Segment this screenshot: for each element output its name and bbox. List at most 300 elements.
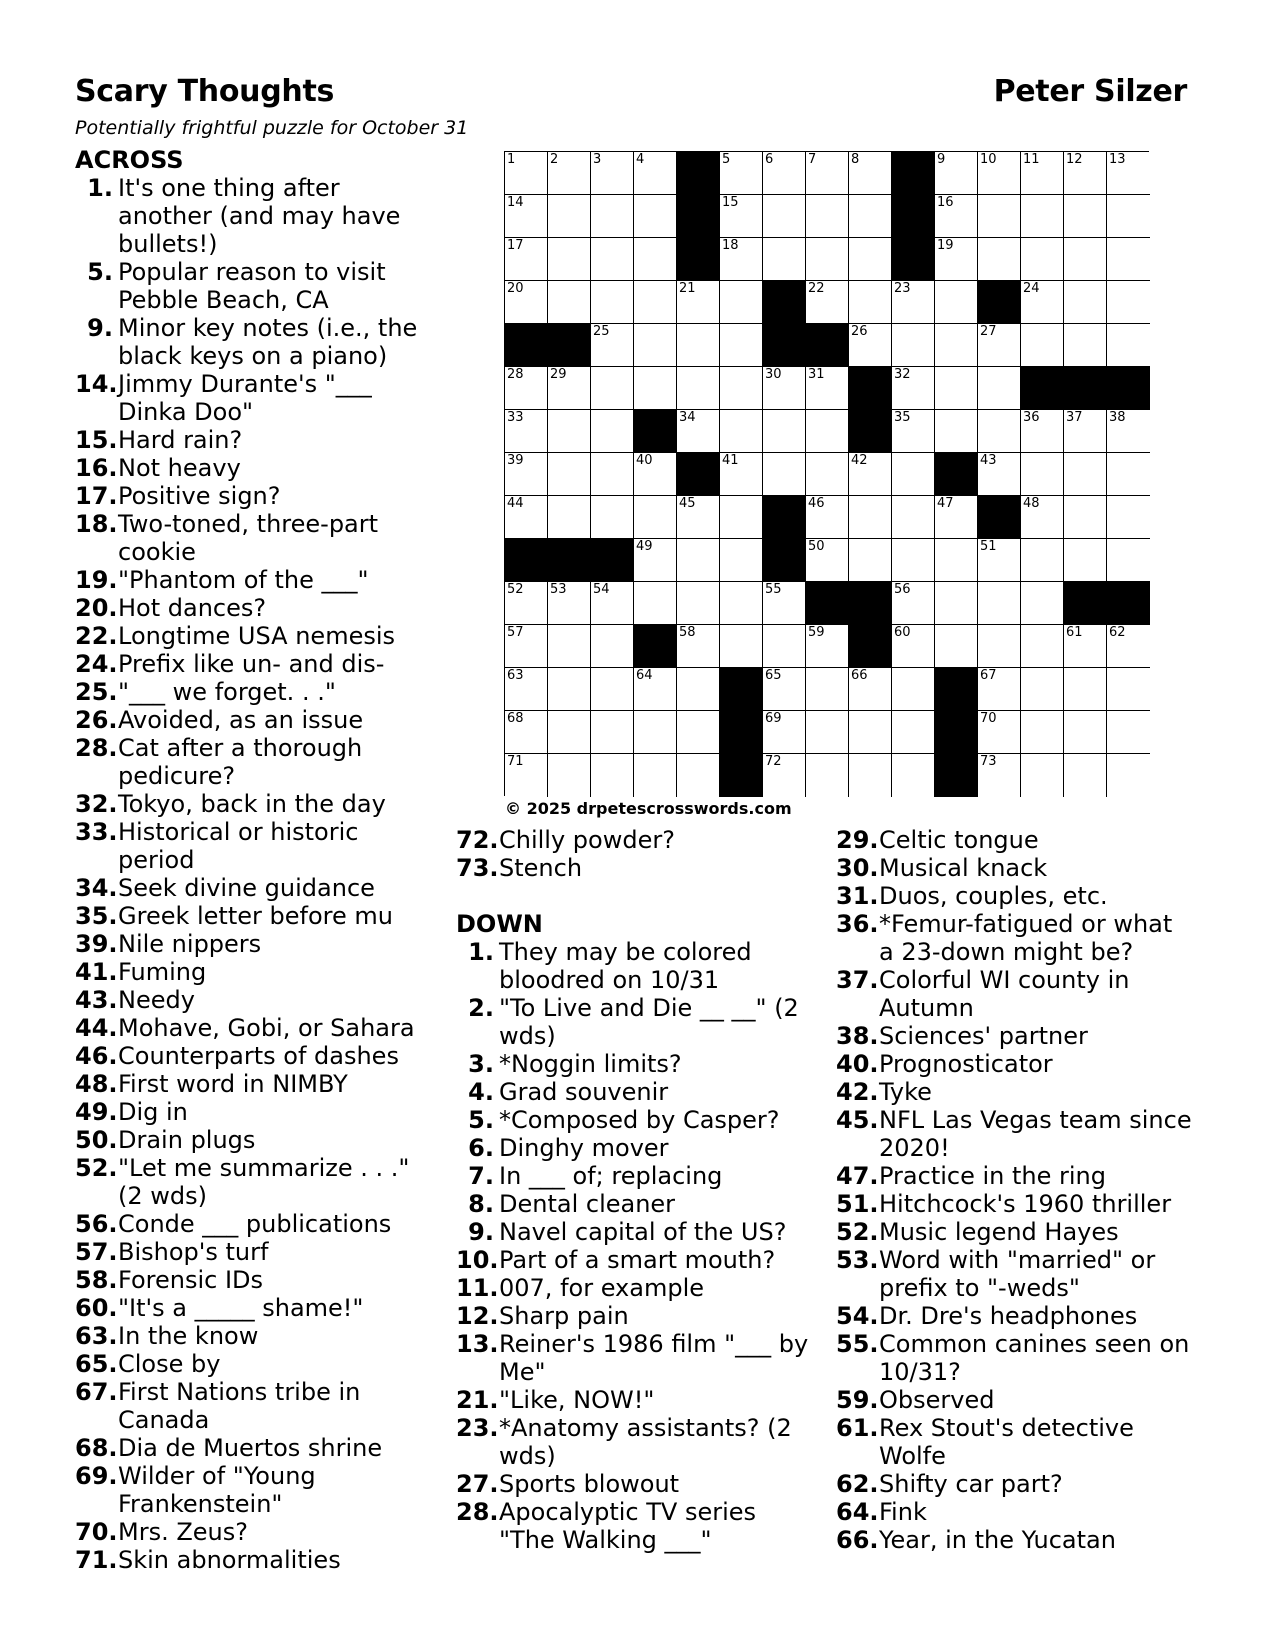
grid-square[interactable] (634, 367, 677, 410)
clue-line: Celtic tongue (879, 826, 1039, 854)
grid-square[interactable] (634, 711, 677, 754)
grid-square[interactable] (806, 195, 849, 238)
clue-line: Prognosticator (879, 1050, 1053, 1078)
clue-line: Not heavy (118, 454, 241, 482)
clue-line: Nile nippers (118, 930, 262, 958)
grid-square[interactable] (806, 453, 849, 496)
grid-square[interactable] (978, 367, 1021, 410)
grid-square[interactable] (677, 582, 720, 625)
grid-square[interactable] (978, 152, 1021, 195)
clue-text (118, 566, 485, 594)
grid-number: 33 (507, 410, 524, 425)
clue-number: 25. (75, 678, 118, 706)
grid-square[interactable] (591, 367, 634, 410)
grid-square[interactable] (591, 195, 634, 238)
across-clue (75, 1154, 485, 1210)
grid-square[interactable] (935, 238, 978, 281)
across-clue (75, 1294, 485, 1322)
grid-square[interactable] (677, 539, 720, 582)
grid-square[interactable] (978, 625, 1021, 668)
grid-square[interactable] (720, 367, 763, 410)
grid-square[interactable] (1021, 410, 1064, 453)
grid-square[interactable] (935, 410, 978, 453)
grid-square[interactable] (634, 238, 677, 281)
clue-text (499, 1302, 826, 1330)
grid-square[interactable] (892, 754, 935, 797)
grid-square[interactable] (806, 539, 849, 582)
grid-square[interactable] (548, 238, 591, 281)
clue-number: 20. (75, 594, 118, 622)
clue-number: 52. (836, 1218, 879, 1246)
grid-square[interactable] (849, 539, 892, 582)
grid-square[interactable] (978, 453, 1021, 496)
clue-number: 26. (75, 706, 118, 734)
clue-text (118, 482, 485, 510)
clue-number: 28. (75, 734, 118, 762)
grid-square[interactable] (505, 281, 548, 324)
grid-square[interactable] (1064, 539, 1107, 582)
clue-text (118, 622, 485, 650)
grid-square[interactable] (1107, 496, 1150, 539)
grid-square[interactable] (892, 281, 935, 324)
grid-square[interactable] (505, 625, 548, 668)
grid-number: 61 (1066, 625, 1083, 640)
grid-square[interactable] (1021, 324, 1064, 367)
grid-square[interactable] (1107, 453, 1150, 496)
grid-square[interactable] (892, 453, 935, 496)
grid-square[interactable] (1064, 754, 1107, 797)
grid-square[interactable] (1064, 238, 1107, 281)
grid-square[interactable] (591, 238, 634, 281)
grid-black-square (677, 453, 720, 496)
grid-black-square (935, 711, 978, 754)
grid-square[interactable] (1021, 281, 1064, 324)
clue-line: Apocalyptic TV series (499, 1498, 757, 1526)
grid-square[interactable] (892, 324, 935, 367)
grid-number: 68 (507, 711, 524, 726)
grid-square[interactable] (806, 410, 849, 453)
grid-square[interactable] (763, 711, 806, 754)
grid-square[interactable] (677, 668, 720, 711)
grid-square[interactable] (548, 410, 591, 453)
grid-number: 41 (722, 453, 739, 468)
grid-square[interactable] (1021, 711, 1064, 754)
grid-square[interactable] (978, 582, 1021, 625)
grid-square[interactable] (1064, 711, 1107, 754)
grid-square[interactable] (806, 711, 849, 754)
grid-square[interactable] (892, 539, 935, 582)
clue-number: 1. (468, 938, 494, 966)
grid-square[interactable] (505, 152, 548, 195)
grid-square[interactable] (892, 625, 935, 668)
grid-square[interactable] (935, 496, 978, 539)
clue-line: bullets!) (118, 230, 218, 258)
grid-square[interactable] (849, 668, 892, 711)
grid-square[interactable] (1107, 754, 1150, 797)
grid-square[interactable] (763, 367, 806, 410)
grid-square[interactable] (1064, 453, 1107, 496)
grid-number: 58 (679, 625, 696, 640)
grid-square[interactable] (978, 754, 1021, 797)
grid-square[interactable] (677, 324, 720, 367)
grid-square[interactable] (1107, 668, 1150, 711)
grid-black-square (892, 195, 935, 238)
grid-square[interactable] (591, 625, 634, 668)
grid-square[interactable] (849, 754, 892, 797)
down-clue (836, 1386, 1211, 1414)
grid-square[interactable] (978, 324, 1021, 367)
grid-square[interactable] (1107, 324, 1150, 367)
grid-square[interactable] (935, 582, 978, 625)
grid-square[interactable] (720, 281, 763, 324)
clue-text (118, 426, 485, 454)
clue-line: Bishop's turf (118, 1238, 269, 1266)
across-clue (75, 622, 485, 650)
grid-square[interactable] (634, 152, 677, 195)
grid-square[interactable] (505, 453, 548, 496)
grid-square[interactable] (1021, 152, 1064, 195)
clue-line: Canada (118, 1406, 210, 1434)
clue-line: Fink (879, 1498, 927, 1526)
clue-number: 47. (836, 1162, 879, 1190)
grid-square[interactable] (806, 367, 849, 410)
grid-square[interactable] (763, 410, 806, 453)
grid-square[interactable] (634, 281, 677, 324)
clue-number: 19. (75, 566, 118, 594)
puzzle-author: Peter Silzer (993, 74, 1187, 109)
grid-square[interactable] (1021, 668, 1064, 711)
grid-square[interactable] (978, 195, 1021, 238)
grid-square[interactable] (763, 152, 806, 195)
grid-square[interactable] (935, 195, 978, 238)
grid-square[interactable] (892, 410, 935, 453)
clue-line: Dia de Muertos shrine (118, 1434, 383, 1462)
grid-square[interactable] (1064, 668, 1107, 711)
grid-square[interactable] (505, 238, 548, 281)
clue-text (118, 1070, 485, 1098)
grid-square[interactable] (720, 195, 763, 238)
grid-square[interactable] (548, 195, 591, 238)
down-clue (456, 1498, 826, 1554)
grid-square[interactable] (548, 281, 591, 324)
clue-line: *Noggin limits? (499, 1050, 682, 1078)
across-clue (75, 1126, 485, 1154)
grid-square[interactable] (591, 152, 634, 195)
clue-text (879, 1414, 1211, 1470)
clue-line: Avoided, as an issue (118, 706, 364, 734)
grid-square[interactable] (505, 668, 548, 711)
across-clue (75, 258, 485, 314)
grid-square[interactable] (978, 668, 1021, 711)
grid-square[interactable] (978, 238, 1021, 281)
grid-square[interactable] (677, 281, 720, 324)
grid-square[interactable] (1107, 625, 1150, 668)
grid-number: 73 (980, 754, 997, 769)
clue-line: Colorful WI county in (879, 966, 1130, 994)
clue-number: 41. (75, 958, 118, 986)
grid-square[interactable] (505, 367, 548, 410)
grid-square[interactable] (591, 711, 634, 754)
grid-square[interactable] (892, 582, 935, 625)
grid-number: 46 (808, 496, 825, 511)
grid-square[interactable] (505, 195, 548, 238)
grid-square[interactable] (591, 754, 634, 797)
clue-number: 16. (75, 454, 118, 482)
grid-square[interactable] (505, 496, 548, 539)
grid-square[interactable] (720, 539, 763, 582)
grid-square[interactable] (763, 195, 806, 238)
grid-square[interactable] (1021, 754, 1064, 797)
clue-text (118, 1518, 485, 1546)
clue-line: Longtime USA nemesis (118, 622, 396, 650)
grid-square[interactable] (677, 711, 720, 754)
grid-square[interactable] (677, 410, 720, 453)
grid-square[interactable] (634, 539, 677, 582)
grid-square[interactable] (720, 582, 763, 625)
grid-square[interactable] (763, 238, 806, 281)
grid-square[interactable] (806, 625, 849, 668)
grid-square[interactable] (978, 711, 1021, 754)
clue-line: 007, for example (499, 1274, 704, 1302)
clue-text (118, 314, 485, 370)
clue-text (499, 1274, 826, 1302)
grid-square[interactable] (677, 496, 720, 539)
clue-line: Frankenstein" (118, 1490, 283, 1518)
grid-number: 47 (937, 496, 954, 511)
grid-square[interactable] (763, 582, 806, 625)
grid-square[interactable] (935, 625, 978, 668)
grid-square[interactable] (591, 410, 634, 453)
grid-number: 8 (851, 152, 860, 167)
grid-square[interactable] (1064, 410, 1107, 453)
grid-square[interactable] (1021, 496, 1064, 539)
grid-square[interactable] (1064, 152, 1107, 195)
grid-square[interactable] (1107, 238, 1150, 281)
clue-text (118, 174, 485, 258)
grid-square[interactable] (591, 281, 634, 324)
grid-square[interactable] (849, 324, 892, 367)
grid-number: 16 (937, 195, 954, 210)
grid-number: 64 (636, 668, 653, 683)
grid-square[interactable] (1064, 195, 1107, 238)
grid-square[interactable] (849, 238, 892, 281)
grid-square[interactable] (849, 195, 892, 238)
grid-square[interactable] (892, 496, 935, 539)
grid-square[interactable] (978, 410, 1021, 453)
clue-line: Minor key notes (i.e., the (118, 314, 418, 342)
grid-square[interactable] (806, 238, 849, 281)
grid-square[interactable] (763, 625, 806, 668)
grid-square[interactable] (1064, 625, 1107, 668)
grid-black-square (677, 195, 720, 238)
grid-square[interactable] (1107, 152, 1150, 195)
clue-text (879, 1218, 1211, 1246)
grid-square[interactable] (1021, 453, 1064, 496)
clue-text (118, 1266, 485, 1294)
grid-square[interactable] (892, 367, 935, 410)
clue-line: *Femur-fatigued or what (879, 910, 1173, 938)
grid-square[interactable] (634, 582, 677, 625)
grid-square[interactable] (634, 453, 677, 496)
clue-line: black keys on a piano) (118, 342, 388, 370)
grid-square[interactable] (548, 453, 591, 496)
clue-line: First Nations tribe in (118, 1378, 361, 1406)
down-clue (456, 1218, 826, 1246)
clue-number: 14. (75, 370, 118, 398)
grid-number: 23 (894, 281, 911, 296)
clue-number: 50. (75, 1126, 118, 1154)
clue-text (499, 1498, 826, 1554)
grid-square[interactable] (806, 496, 849, 539)
grid-black-square (1064, 367, 1107, 410)
grid-square[interactable] (548, 754, 591, 797)
grid-square[interactable] (806, 152, 849, 195)
clue-number: 17. (75, 482, 118, 510)
clue-line: Wilder of "Young (118, 1462, 316, 1490)
grid-square[interactable] (892, 711, 935, 754)
grid-square[interactable] (1021, 238, 1064, 281)
grid-square[interactable] (1107, 711, 1150, 754)
grid-square[interactable] (1064, 281, 1107, 324)
clue-number: 48. (75, 1070, 118, 1098)
clue-number: 56. (75, 1210, 118, 1238)
across-clue (456, 826, 826, 854)
grid-square[interactable] (548, 367, 591, 410)
grid-square[interactable] (935, 324, 978, 367)
grid-square[interactable] (720, 324, 763, 367)
grid-square[interactable] (1021, 539, 1064, 582)
grid-square[interactable] (1021, 582, 1064, 625)
grid-square[interactable] (591, 324, 634, 367)
grid-square[interactable] (548, 711, 591, 754)
clue-line: Jimmy Durante's "___ (118, 370, 372, 398)
across-clue (75, 1070, 485, 1098)
grid-black-square (763, 281, 806, 324)
grid-number: 37 (1066, 410, 1083, 425)
clue-number: 12. (456, 1302, 499, 1330)
grid-square[interactable] (1064, 324, 1107, 367)
grid-square[interactable] (1107, 410, 1150, 453)
grid-square[interactable] (1021, 625, 1064, 668)
grid-square[interactable] (720, 152, 763, 195)
grid-square[interactable] (677, 367, 720, 410)
grid-square[interactable] (548, 668, 591, 711)
grid-square[interactable] (1107, 539, 1150, 582)
grid-square[interactable] (720, 496, 763, 539)
clue-line: Drain plugs (118, 1126, 256, 1154)
grid-square[interactable] (1107, 195, 1150, 238)
across-clue (75, 1378, 485, 1434)
grid-square[interactable] (1021, 195, 1064, 238)
clue-text (118, 454, 485, 482)
grid-square[interactable] (591, 668, 634, 711)
grid-square[interactable] (978, 539, 1021, 582)
grid-square[interactable] (720, 410, 763, 453)
clue-text (499, 1386, 826, 1414)
down-clue (836, 1246, 1211, 1302)
grid-square[interactable] (849, 453, 892, 496)
grid-number: 29 (550, 367, 567, 382)
grid-square[interactable] (634, 496, 677, 539)
grid-square[interactable] (591, 496, 634, 539)
grid-square[interactable] (806, 281, 849, 324)
grid-square[interactable] (935, 152, 978, 195)
grid-square[interactable] (720, 625, 763, 668)
grid-square[interactable] (634, 668, 677, 711)
grid-square[interactable] (548, 582, 591, 625)
grid-square[interactable] (548, 625, 591, 668)
down-clue (456, 1106, 826, 1134)
grid-number: 3 (593, 152, 602, 167)
grid-square[interactable] (763, 668, 806, 711)
grid-square[interactable] (892, 668, 935, 711)
clue-number: 43. (75, 986, 118, 1014)
down-clue (456, 1386, 826, 1414)
down-clue (836, 826, 1211, 854)
grid-square[interactable] (634, 324, 677, 367)
grid-square[interactable] (505, 410, 548, 453)
clue-number: 55. (836, 1330, 879, 1358)
grid-square[interactable] (849, 711, 892, 754)
grid-square[interactable] (806, 754, 849, 797)
grid-black-square (720, 754, 763, 797)
grid-black-square (935, 668, 978, 711)
clue-number: 13. (456, 1330, 499, 1358)
grid-square[interactable] (849, 152, 892, 195)
grid-number: 59 (808, 625, 825, 640)
grid-square[interactable] (849, 496, 892, 539)
grid-square[interactable] (806, 668, 849, 711)
grid-square[interactable] (935, 367, 978, 410)
grid-square[interactable] (720, 453, 763, 496)
clue-line: Musical knack (879, 854, 1048, 882)
clue-text (118, 510, 485, 566)
grid-square[interactable] (677, 625, 720, 668)
grid-square[interactable] (763, 754, 806, 797)
grid-black-square (892, 238, 935, 281)
grid-square[interactable] (548, 496, 591, 539)
grid-square[interactable] (720, 238, 763, 281)
grid-square[interactable] (634, 195, 677, 238)
clue-line: cookie (118, 538, 196, 566)
grid-square[interactable] (1064, 496, 1107, 539)
down-clue (456, 1134, 826, 1162)
grid-number: 66 (851, 668, 868, 683)
down-clue (456, 938, 826, 994)
grid-square[interactable] (505, 582, 548, 625)
grid-square[interactable] (591, 582, 634, 625)
grid-square[interactable] (677, 754, 720, 797)
grid-square[interactable] (505, 711, 548, 754)
grid-square[interactable] (505, 754, 548, 797)
clue-line: Fuming (118, 958, 207, 986)
grid-square[interactable] (548, 152, 591, 195)
clue-text (879, 1190, 1211, 1218)
grid-square[interactable] (591, 453, 634, 496)
grid-square[interactable] (935, 281, 978, 324)
clue-line: Conde ___ publications (118, 1210, 392, 1238)
clue-text (499, 1162, 826, 1190)
clue-line: Part of a smart mouth? (499, 1246, 776, 1274)
clue-text (879, 1050, 1211, 1078)
grid-square[interactable] (935, 539, 978, 582)
grid-square[interactable] (763, 453, 806, 496)
grid-square[interactable] (634, 754, 677, 797)
grid-square[interactable] (1107, 281, 1150, 324)
across-clue (75, 1518, 485, 1546)
grid-square[interactable] (849, 281, 892, 324)
grid-number: 70 (980, 711, 997, 726)
